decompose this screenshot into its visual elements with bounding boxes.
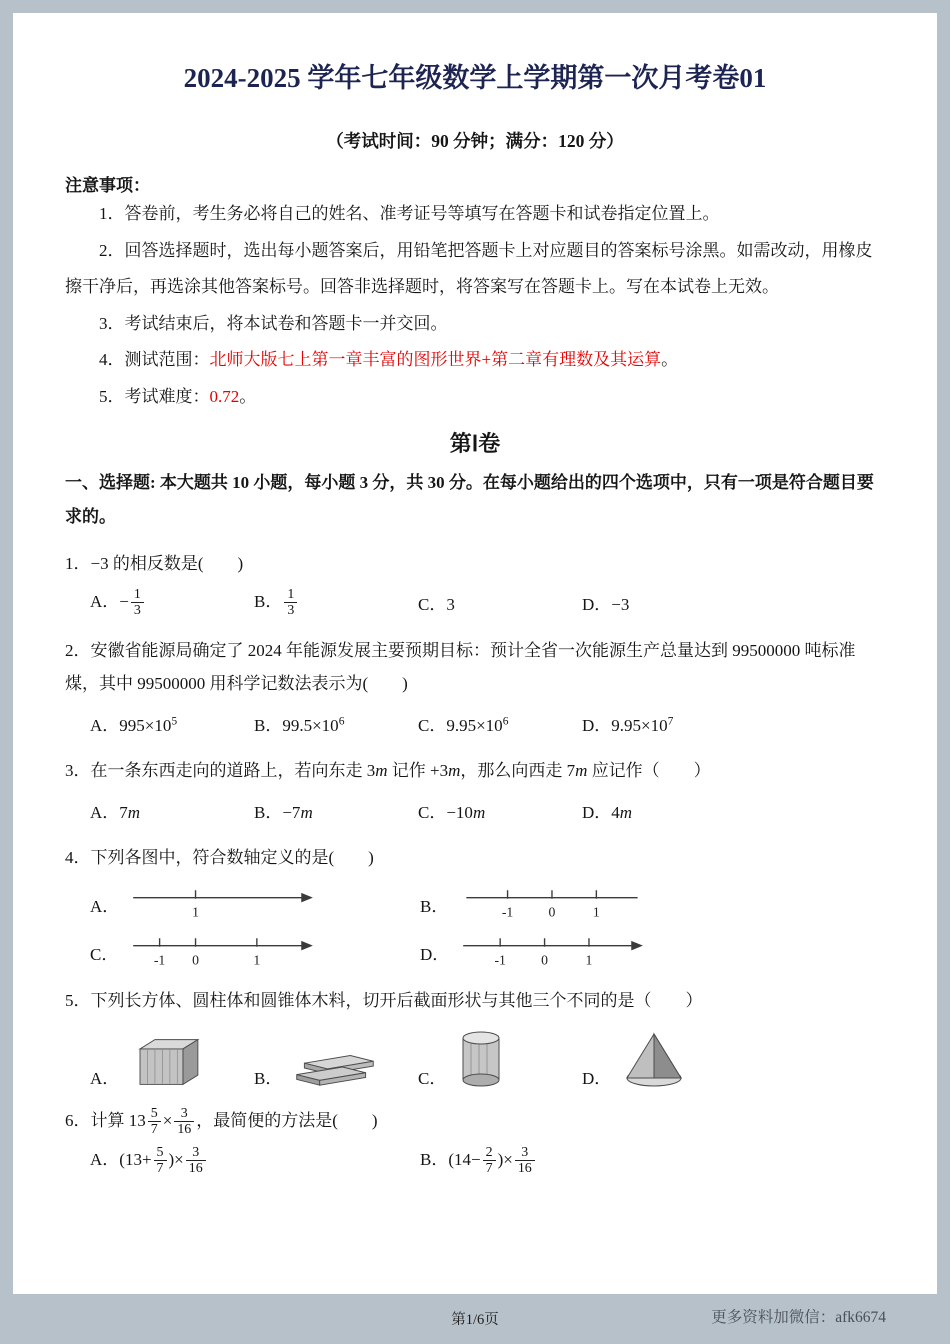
tick-label: -1 (153, 953, 166, 969)
q3-stem-part: 记作 +3 (387, 761, 449, 781)
q3-option-c (418, 798, 582, 823)
fraction-numerator: 1 (284, 587, 297, 604)
q1-option-d-label: D． (582, 595, 612, 615)
q5-option-d-label: D． (582, 1068, 612, 1088)
q5-stem: 5．下列长方体、圆柱体和圆锥体木料，切开后截面形状与其他三个不同的是（ ） (65, 991, 703, 1011)
q4-option-d (420, 934, 750, 970)
q2-option-a-exponent: 5 (171, 713, 178, 727)
fraction-denominator: 16 (517, 1161, 532, 1177)
q5-option-c-label: C． (418, 1068, 447, 1088)
q3-option-d-label: D． (582, 802, 612, 822)
q6-option-b-label: B． (420, 1149, 449, 1169)
q5-option-b-label: B． (254, 1068, 283, 1088)
q3-option-b-value: −7 (282, 802, 301, 822)
tick-label: 0 (192, 953, 199, 969)
q3-option-c-value: −10 (446, 802, 473, 822)
multiply-sign: × (162, 1110, 173, 1130)
q1-option-c-value: 3 (446, 595, 455, 615)
q6-options (65, 1144, 885, 1178)
q5-option-a (90, 1034, 254, 1090)
q2-option-a-base: 995×10 (119, 715, 172, 735)
unit-m: m (300, 802, 313, 822)
q3-options (65, 793, 885, 827)
q3-option-b (254, 798, 418, 823)
notice-item-5 (65, 379, 885, 416)
exam-page (13, 13, 937, 1294)
q4-options-row-1 (65, 886, 885, 922)
notice-item-3: 3．考试结束后，将本试卷和答题卡一并交回。 (99, 313, 448, 333)
fraction (515, 1145, 535, 1177)
notice-item-5-suffix: 。 (239, 386, 257, 406)
q4-option-b-label: B． (420, 896, 449, 916)
q1-option-a (90, 587, 254, 619)
q3-option-a (90, 798, 254, 823)
tick-label: 0 (541, 953, 549, 969)
q4-option-c (90, 934, 420, 970)
q4-option-a-label: A． (90, 896, 120, 916)
q2-option-a (90, 711, 254, 736)
fraction (483, 1145, 496, 1177)
notice-item-2: 2．回答选择题时，选出每小题答案后，用铅笔把答题卡上对应题目的答案标号涂黑。如需改动，用橡皮擦干净后，再选涂其他答案标号。回答非选择题时，将答案写在答题卡上。写在本试卷上无效。 (65, 240, 873, 297)
q6-option-a-label: A． (90, 1149, 120, 1169)
tick-label: -1 (501, 905, 514, 921)
q2-option-b-exponent: 6 (338, 713, 345, 727)
q2-options (65, 706, 885, 740)
q6-option-b (420, 1145, 537, 1177)
q2-option-b-base: 99.5×10 (282, 715, 339, 735)
q1-stem: 1．−3 的相反数是( ) (65, 553, 244, 573)
numberline-b-icon (460, 886, 645, 922)
wechat-watermark: 更多资料加微信：afk6674 (711, 1309, 886, 1326)
fraction-denominator: 16 (177, 1122, 192, 1138)
q3-stem-part: 应记作（ ） (587, 761, 711, 781)
q2-option-d-label: D． (582, 715, 612, 735)
fraction (148, 1106, 161, 1138)
q2-stem: 2．安徽省能源局确定了 2024 年能源发展主要预期目标：预计全省一次能源生产总量达到 99500000 吨标准煤，其中 99500000 用科学记数法表示为( ) (65, 640, 856, 693)
q2-option-c-base: 9.95×10 (446, 715, 503, 735)
fraction-denominator: 7 (485, 1161, 493, 1177)
unit-m: m (375, 761, 388, 781)
fraction-numerator: 5 (148, 1106, 161, 1123)
tick-label: 1 (592, 905, 600, 921)
fraction-denominator: 3 (133, 603, 141, 619)
fraction (284, 587, 297, 619)
q2-option-d (582, 711, 673, 736)
unit-m: m (448, 761, 461, 781)
cone-wood-icon (620, 1030, 692, 1090)
tick-label: 0 (548, 905, 556, 921)
q6-stem-part: ，最简便的方法是( ) (196, 1110, 378, 1130)
fraction-numerator: 3 (515, 1145, 535, 1162)
page-number: 第1/6页 (451, 1312, 499, 1328)
q1-option-d-value: −3 (611, 595, 630, 615)
notice-item-4-prefix: 4．测试范围： (99, 350, 210, 370)
fraction-denominator: 7 (150, 1122, 158, 1138)
q2-option-a-label: A． (90, 715, 120, 735)
q6-option-a-part: (13+ (119, 1149, 152, 1169)
q6-stem (65, 1104, 885, 1138)
q2-option-c-exponent: 6 (502, 713, 509, 727)
q3-stem-part: ，那么向西走 7 (460, 761, 576, 781)
notice-item-1: 1．答卷前，考生务必将自己的姓名、准考证号等填写在答题卡和试卷指定位置上。 (99, 204, 720, 224)
q3-option-b-label: B． (254, 802, 283, 822)
q3-stem (65, 754, 885, 787)
q3-stem-part: 3．在一条东西走向的道路上，若向东走 3 (65, 761, 376, 781)
q3-option-d-value: 4 (611, 802, 620, 822)
q5-option-d (582, 1030, 746, 1090)
q4-option-a (90, 886, 420, 922)
fraction-denominator: 16 (188, 1161, 203, 1177)
q3-option-a-value: 7 (119, 802, 128, 822)
notice-item-5-prefix: 5．考试难度： (99, 386, 210, 406)
part1-intro: 一、选择题: 本大题共 10 小题，每小题 3 分，共 30 分。在每小题给出的四个选项中，只有一项是符合题目要求的。 (65, 473, 874, 526)
tick-label: -1 (494, 953, 506, 969)
q2-option-d-base: 9.95×10 (611, 715, 668, 735)
q4-option-b (420, 886, 750, 922)
q6-option-b-part: )× (497, 1149, 513, 1169)
cylinder-wood-icon (455, 1028, 507, 1090)
notice-item-4-scope: 北师大版七上第一章丰富的图形世界+第二章有理数及其运算 (209, 350, 662, 370)
q1-option-c (418, 590, 582, 615)
unit-m: m (472, 802, 486, 822)
q6-stem-part: 6．计算 13 (65, 1110, 146, 1130)
notice-item-4 (65, 342, 885, 379)
q2-option-d-exponent: 7 (667, 713, 674, 727)
fraction-numerator: 3 (186, 1145, 206, 1162)
q5-option-b (254, 1044, 418, 1090)
unit-m: m (619, 802, 633, 822)
tick-label: 1 (253, 953, 261, 969)
fraction (131, 587, 144, 619)
numberline-c-icon (130, 934, 315, 970)
exam-title: 2024-2025 学年七年级数学上学期第一次月考卷01 (183, 63, 767, 93)
fraction (154, 1145, 167, 1177)
q2-option-c-label: C． (418, 715, 447, 735)
q2-option-b (254, 711, 418, 736)
unit-m: m (127, 802, 141, 822)
q5-option-a-label: A． (90, 1068, 120, 1088)
fraction-numerator: 2 (483, 1145, 496, 1162)
unit-m: m (575, 761, 588, 781)
q5-options (65, 1028, 885, 1090)
q1-options (65, 586, 885, 620)
q6-option-a (90, 1145, 420, 1177)
q1-option-b-label: B． (254, 591, 283, 611)
q2-option-c (418, 711, 582, 736)
q4-stem: 4．下列各图中，符合数轴定义的是( ) (65, 848, 374, 868)
q5-option-c (418, 1028, 582, 1090)
q6-option-a-part: )× (168, 1149, 184, 1169)
q4-options-row-2 (65, 934, 885, 970)
q1-option-b (254, 587, 418, 619)
cuboid-wood-icon (128, 1034, 208, 1090)
q4-option-d-label: D． (420, 944, 450, 964)
q3-option-a-label: A． (90, 802, 120, 822)
tick-label: 1 (192, 905, 199, 921)
q3-option-d (582, 798, 632, 823)
fraction-numerator: 5 (154, 1145, 167, 1162)
fraction-denominator: 3 (287, 603, 295, 619)
fraction-numerator: 3 (174, 1106, 194, 1123)
fraction (174, 1106, 194, 1138)
numberline-a-icon (130, 886, 315, 922)
fraction (186, 1145, 206, 1177)
exam-subtitle: （考试时间：90 分钟；满分：120 分） (326, 131, 624, 152)
q2-option-b-label: B． (254, 715, 283, 735)
section-title: 第Ⅰ卷 (449, 431, 501, 457)
q1-option-d (582, 590, 629, 615)
minus-sign: − (119, 591, 129, 611)
tick-label: 1 (585, 953, 593, 969)
plank-boards-icon (291, 1044, 379, 1090)
notice-item-5-difficulty: 0.72 (209, 386, 240, 406)
q4-option-c-label: C． (90, 944, 119, 964)
q6-option-b-part: (14− (448, 1149, 481, 1169)
q1-option-c-label: C． (418, 595, 447, 615)
numberline-d-icon (460, 934, 645, 970)
q3-option-c-label: C． (418, 802, 447, 822)
fraction-denominator: 7 (156, 1161, 164, 1177)
notice-item-4-suffix: 。 (661, 350, 679, 370)
q1-option-a-label: A． (90, 591, 120, 611)
notice-heading: 注意事项： (65, 176, 150, 196)
fraction-numerator: 1 (131, 587, 144, 604)
